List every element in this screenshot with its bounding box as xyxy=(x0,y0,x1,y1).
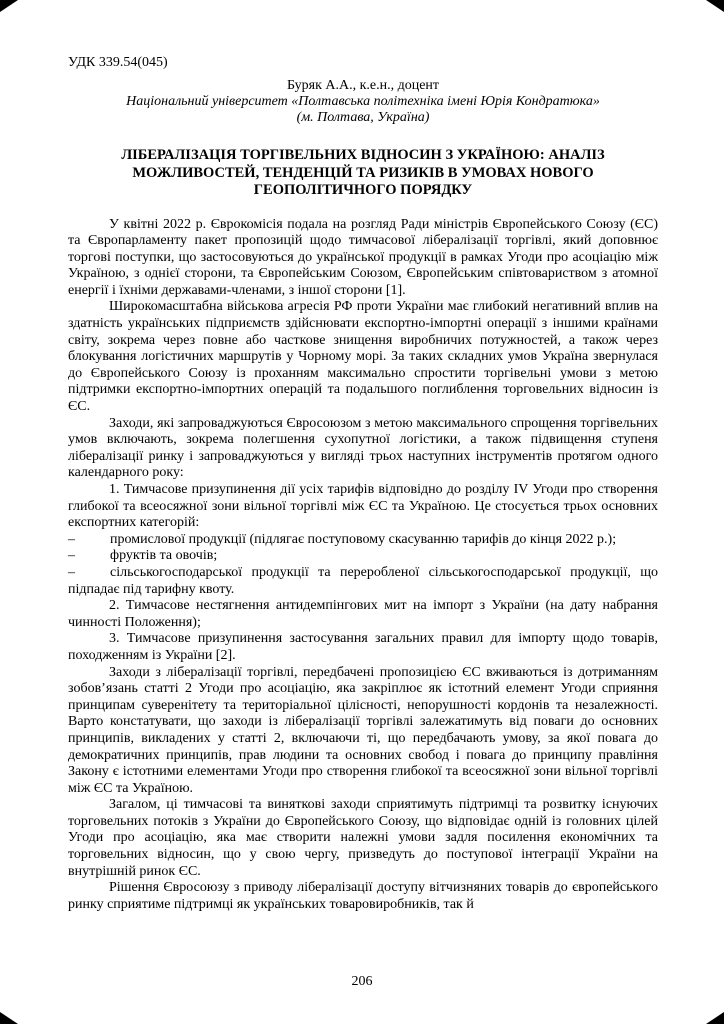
paragraph: Загалом, ці тимчасові та виняткові заходи сприятимуть підтримці та розвитку існуючих торговельних потоків з України до Європейського Союзу, що відповідає одній із головних цілей Угоди про асоціацію, яка має створити належні умови задля посилення економічних та торговельних відносин, що у свою чергу, призведуть до поступової інтеграції України на внутрішній ринок ЄС. xyxy=(68,797,658,879)
dash-list-item xyxy=(68,565,658,598)
affiliation-line: Національний університет «Полтавська політехніка імені Юрія Кондратюка» xyxy=(126,94,600,109)
dash-list-item xyxy=(68,532,658,549)
dash-marker: – xyxy=(68,531,75,547)
scan-artifact-bottom-right-icon xyxy=(706,1012,724,1024)
dash-marker: – xyxy=(68,564,75,580)
paragraph: Рішення Євросоюзу з приводу лібералізації доступу вітчизняних товарів до європейського ринку сприятиме підтримці як українських товаровиробників, так й xyxy=(68,880,658,912)
author-line: Буряк А.А., к.е.н., доцент xyxy=(286,78,440,93)
paper-body xyxy=(68,217,658,914)
paragraph: Широкомасштабна військова агресія РФ проти України має глибокий негативний вплив на здатність українських підприємств здійснювати експортно-імпортні операції з іншими країнами світу, зокрема через повне або часткове знищення виробничих потужностей, а також через блокування логістичних маршрутів у Чорному морі. За таких складних умов Україна звернулася до Європейського Союзу із проханням максимально спростити торгівельні умови з метою підтримки експортно-імпортних операцій та подальшого поглиблення торговельних відносин із ЄС. xyxy=(68,299,658,415)
dash-marker: – xyxy=(68,548,75,564)
paper-title: ЛІБЕРАЛІЗАЦІЯ ТОРГІВЕЛЬНИХ ВІДНОСИН З УКРАЇНОЮ: АНАЛІЗ МОЖЛИВОСТЕЙ, ТЕНДЕНЦІЙ ТА РИЗИКІВ В УМОВАХ НОВОГО ГЕОПОЛІТИЧНОГО ПОРЯДКУ xyxy=(121,147,605,198)
dash-list-item-text: промислової продукції (підлягає поступовому скасуванню тарифів до кінця 2022 р.); xyxy=(110,531,617,547)
dash-list-item xyxy=(68,548,658,565)
scan-artifact-top-left-icon xyxy=(0,0,18,12)
numbered-list-item: 2. Тимчасове нестягнення антидемпінгових мит на імпорт з України (на дату набрання чинності Положення); xyxy=(68,598,658,630)
location-line: (м. Полтава, Україна) xyxy=(296,110,430,125)
dash-list-item-text: фруктів та овочів; xyxy=(110,548,218,564)
numbered-list-item: 1. Тимчасове призупинення дії усіх тарифів відповідно до розділу IV Угоди про створення глибокої та всеосяжної зони вільної торгівлі між ЄС та Україною. Це стосується трьох основних експортних категорій: xyxy=(68,482,658,531)
paragraph: Заходи з лібералізації торгівлі, передбачені пропозицією ЄС вживаються із дотриманням зобов’язань статті 2 Угоди про асоціацію, яка закріплює як істотний елемент Угоди сприяння принципам суверенітету та територіальної цілісності, непорушності кордонів та незалежності. Варто констатувати, що заходи із лібералізації торгівлі залежатимуть від поваги до основних принципів, викладених у статті 2, включаючи ті, що передбачають умову, за якої повага до демократичних принципів, прав людини та основних свобод і повага до принципу правління Закону є істотними елементами Угоди про створення глибокої та всеосяжної зони вільної торгівлі між ЄС та Україною. xyxy=(68,664,658,796)
paragraph: У квітні 2022 р. Єврокомісія подала на розгляд Ради міністрів Європейського Союзу (ЄС) та Європарламенту пакет пропозицій щодо тимчасової лібералізації торгівлі, який доповнює торгові поступки, що застосовуються до української продукції в рамках Угоди про асоціацію між Україною, з однієї сторони, та Європейським Союзом, Європейським співтовариством з атомної енергії і їхніми державами-членами, з іншої сторони [1]. xyxy=(68,216,658,298)
scan-artifact-top-right-icon xyxy=(706,0,724,12)
dash-list-item-text: сільськогосподарської продукції та переробленої сільськогосподарської продукції, що підпадає під тарифну квоту. xyxy=(68,564,658,597)
paragraph: Заходи, які запроваджуються Євросоюзом з метою максимального спрощення торгівельних умов включають, зокрема полегшення сухопутної логістики, а також підвищення ступеня лібералізації ринку і запроваджуються у вигляді трьох наступних інструментів протягом одного календарного року: xyxy=(68,415,658,481)
scan-artifact-bottom-left-icon xyxy=(0,1012,18,1024)
udc-code: УДК 339.54(045) xyxy=(68,55,168,70)
page-number: 206 xyxy=(351,974,373,989)
numbered-list-item: 3. Тимчасове призупинення застосування загальних правил для імпорту щодо товарів, походженням із України [2]. xyxy=(68,631,658,663)
